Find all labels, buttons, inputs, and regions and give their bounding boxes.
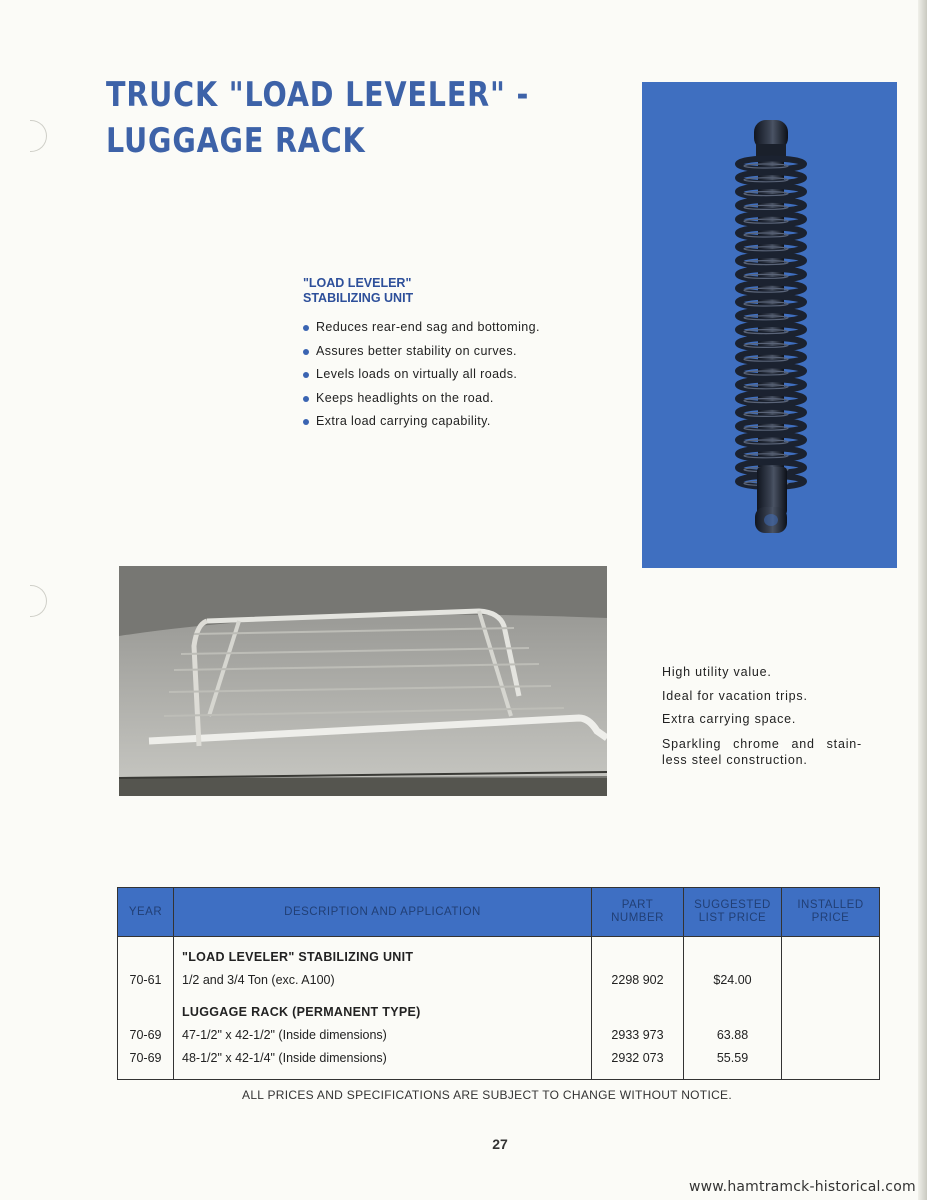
feature-bullet: Assures better stability on curves. (303, 340, 603, 364)
rack-copy-line: Ideal for vacation trips. (662, 688, 808, 703)
price-table-header-row (118, 888, 880, 937)
header-installed-price (782, 888, 880, 937)
description-cell: 47-1/2" x 42-1/2" (Inside dimensions) (182, 1028, 387, 1042)
list-price-column (684, 937, 782, 1080)
feature-bullet: Reduces rear-end sag and bottoming. (303, 316, 603, 340)
header-part-line-1: PART (621, 899, 654, 911)
year-column (118, 937, 174, 1080)
luggage-rack-photo (119, 566, 607, 796)
truck-roof (119, 615, 607, 778)
page-edge-shadow (918, 0, 927, 1200)
year-cell: 70-69 (129, 1051, 162, 1065)
list-price-cell: 63.88 (716, 1028, 749, 1042)
year-cell: 70-61 (129, 973, 162, 987)
feature-bullet: Keeps headlights on the road. (303, 387, 603, 411)
header-part-number (592, 888, 684, 937)
truck-windshield-edge (119, 778, 607, 796)
price-disclaimer: ALL PRICES AND SPECIFICATIONS ARE SUBJECT TO CHANGE WITHOUT NOTICE. (242, 1088, 732, 1102)
header-list-price (684, 888, 782, 937)
installed-price-column (782, 937, 880, 1080)
installed-price-cell (782, 1024, 879, 1047)
header-part-line-2: NUMBER (611, 912, 664, 924)
part-number-cell: 2933 973 (611, 1028, 664, 1042)
part-number-cell: 2932 073 (611, 1051, 664, 1065)
installed-price-cell (782, 969, 879, 992)
group-heading-load-leveler: "LOAD LEVELER" STABILIZING UNIT (182, 950, 414, 964)
group-heading-luggage-rack: LUGGAGE RACK (PERMANENT TYPE) (182, 1005, 421, 1019)
feature-heading-line-1: "LOAD LEVELER" (303, 276, 412, 290)
part-number-cell: 2298 902 (611, 973, 664, 987)
stabilizing-unit-feature (303, 276, 603, 434)
header-year: YEAR (118, 888, 174, 937)
rack-copy-line: Sparkling chrome and stain-less steel construction. (662, 736, 862, 767)
rack-copy-line: Extra carrying space. (662, 712, 797, 726)
luggage-rack-copy (662, 661, 862, 768)
punch-hole-middle (30, 585, 47, 617)
feature-bullet: Extra load carrying capability. (303, 410, 603, 434)
punch-hole-top (30, 120, 47, 152)
feature-bullet-list (303, 316, 603, 434)
shock-bottom-eye-hole (764, 514, 778, 526)
load-leveler-shock-photo (642, 82, 897, 568)
page-title-line-2: LUGGAGE RACK (106, 121, 366, 161)
header-list-line-2: LIST PRICE (698, 912, 767, 924)
page-number: 27 (492, 1136, 508, 1152)
part-number-column (592, 937, 684, 1080)
feature-heading-line-2: STABILIZING UNIT (303, 291, 414, 305)
list-price-cell: $24.00 (713, 973, 752, 987)
feature-bullet: Levels loads on virtually all roads. (303, 363, 603, 387)
installed-price-cell (782, 1047, 879, 1070)
page-title (106, 72, 529, 164)
header-installed-line-2: PRICE (811, 912, 850, 924)
year-cell: 70-69 (129, 1028, 162, 1042)
header-list-line-1: SUGGESTED (694, 899, 771, 911)
description-column (174, 937, 592, 1080)
list-price-cell: 55.59 (716, 1051, 749, 1065)
description-cell: 48-1/2" x 42-1/4" (Inside dimensions) (182, 1051, 387, 1065)
site-watermark: www.hamtramck-historical.com (689, 1179, 916, 1195)
price-table (117, 887, 880, 1080)
description-cell: 1/2 and 3/4 Ton (exc. A100) (182, 973, 335, 987)
feature-heading (303, 276, 603, 306)
header-installed-line-1: INSTALLED (797, 899, 864, 911)
header-description: DESCRIPTION AND APPLICATION (174, 888, 592, 937)
price-table-body (118, 937, 880, 1080)
rack-copy-line: High utility value. (662, 665, 772, 679)
page-title-line-1: TRUCK "LOAD LEVELER" - (106, 75, 530, 115)
